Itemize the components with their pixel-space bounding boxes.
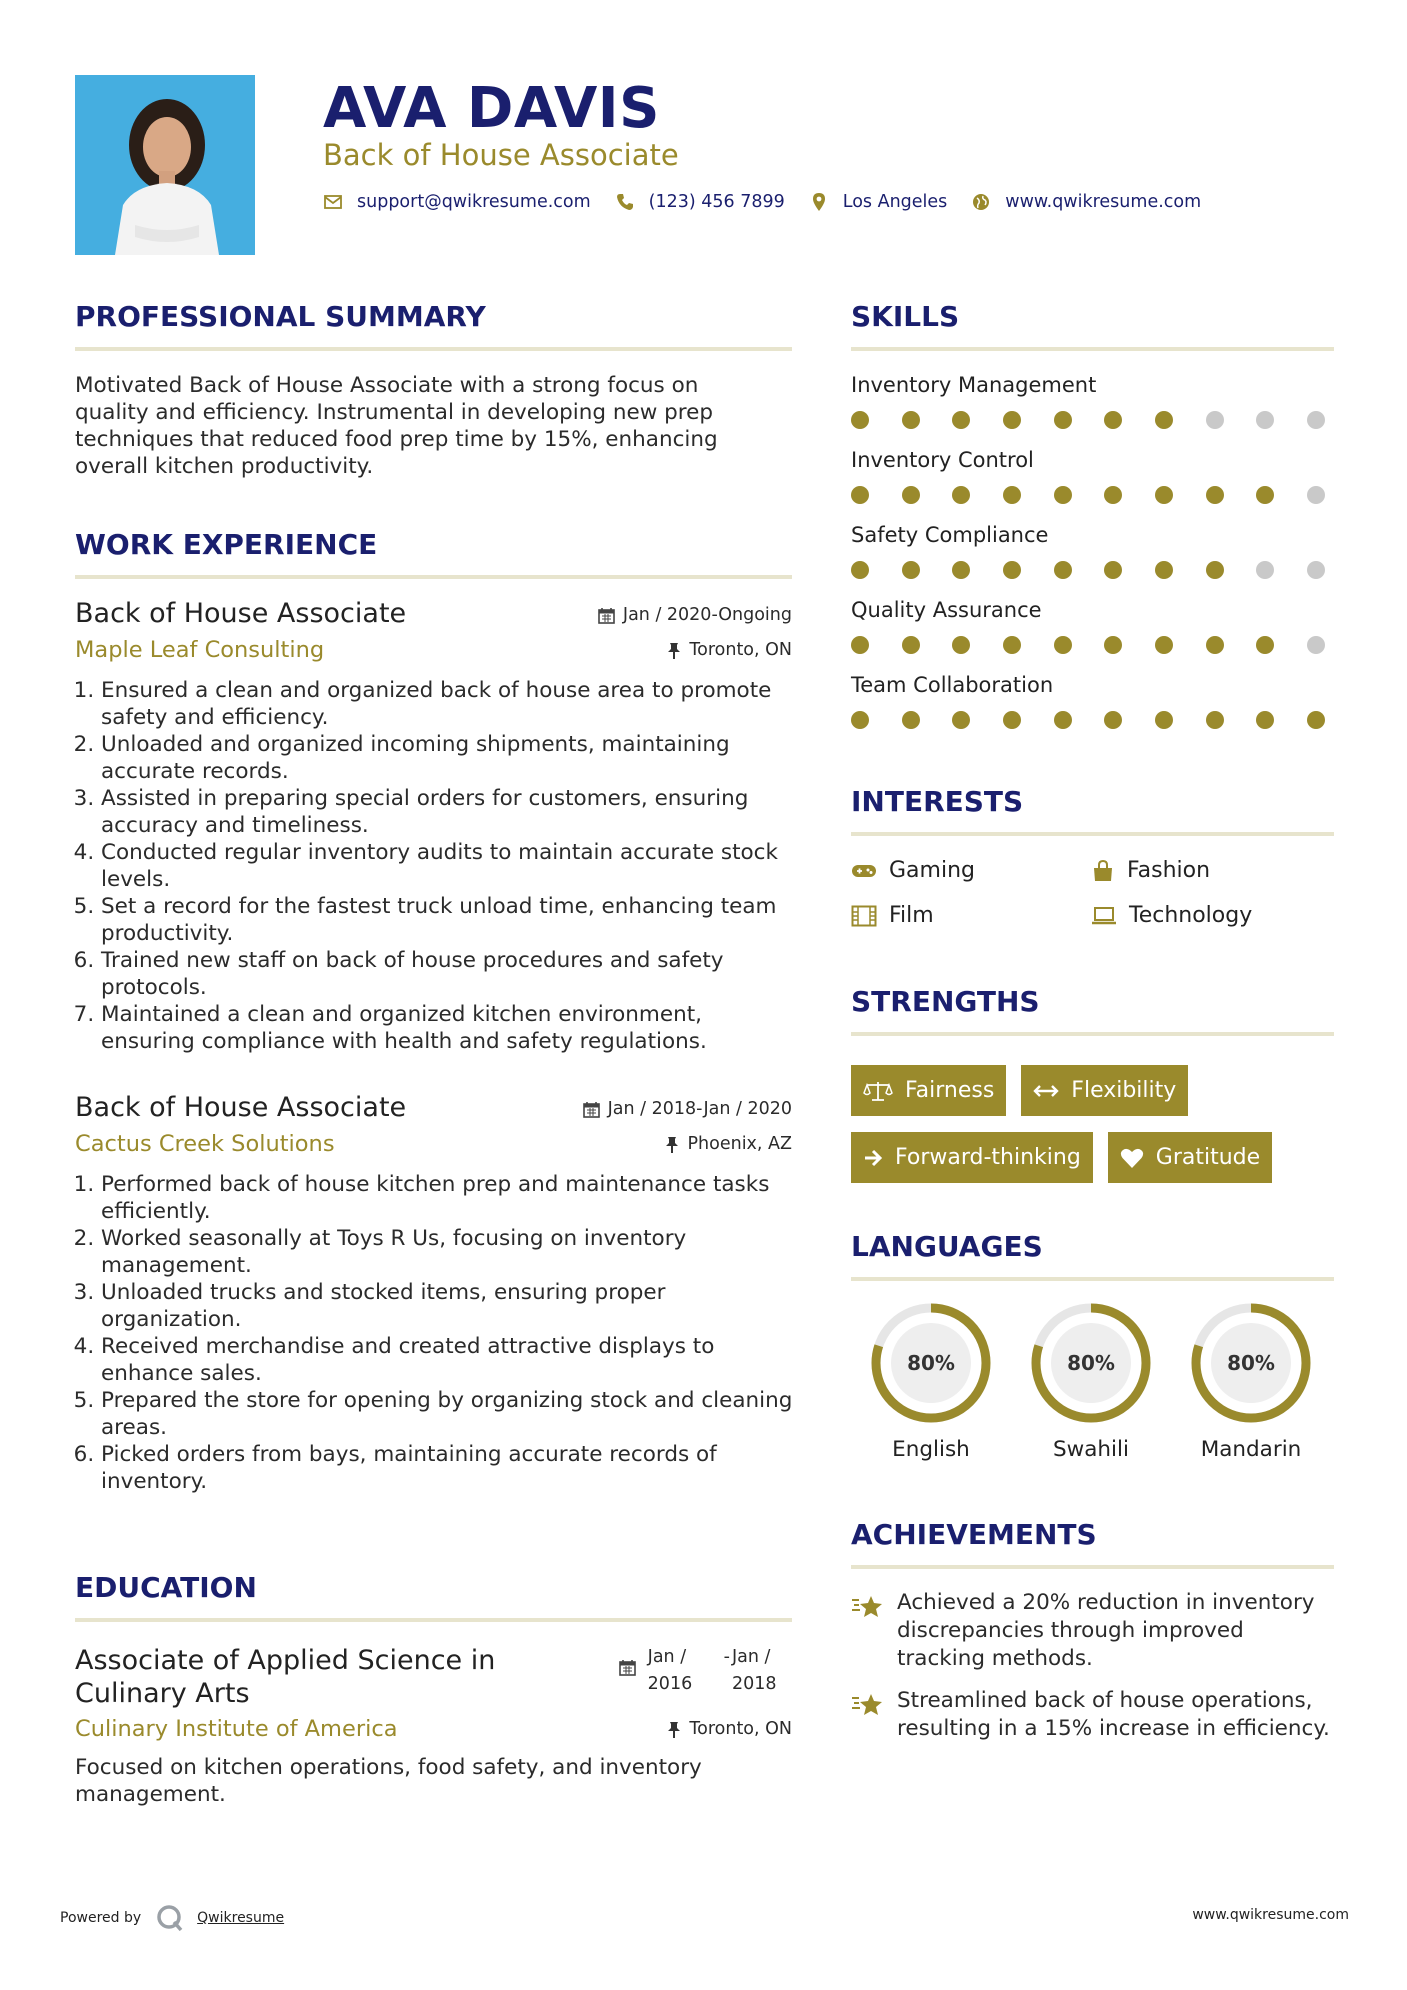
- language-name: Swahili: [1053, 1437, 1129, 1462]
- job-title: Back of House Associate: [75, 1092, 407, 1123]
- language-percent: 80%: [907, 1351, 955, 1375]
- portrait-image: [75, 75, 255, 255]
- duty-item: 6. Trained new staff on back of house procedures and safety protocols.: [101, 947, 801, 1001]
- rating-dot-filled: [1104, 561, 1122, 579]
- calendar-icon: [583, 1101, 600, 1118]
- rating-dot-filled: [1256, 486, 1274, 504]
- strength-label: Forward-thinking: [895, 1145, 1081, 1170]
- achievements-list: [851, 1589, 1334, 1743]
- rating-dot-filled: [1155, 561, 1173, 579]
- language-item: [851, 1301, 1011, 1462]
- school-name: Culinary Institute of America: [75, 1716, 398, 1742]
- job-location-text: Phoenix, AZ: [687, 1134, 792, 1154]
- strength-label: Fairness: [905, 1078, 995, 1103]
- skills-section: [851, 300, 1334, 748]
- language-ring: [1029, 1301, 1153, 1425]
- skill-row: [851, 373, 1334, 448]
- candidate-role: Back of House Associate: [323, 138, 679, 172]
- pushpin-icon: [667, 642, 681, 659]
- rating-dot-filled: [952, 561, 970, 579]
- rating-dot-filled: [1206, 486, 1224, 504]
- education-end: Jan / 2018: [732, 1647, 777, 1694]
- duty-item: 1. Performed back of house kitchen prep and maintenance tasks efficiently.: [101, 1171, 801, 1225]
- interest-item: [1091, 858, 1331, 883]
- summary-section: [75, 300, 792, 480]
- skill-rating: [851, 411, 1325, 429]
- pushpin-icon: [667, 1721, 681, 1738]
- arrow-right-icon: [863, 1149, 883, 1167]
- calendar-icon: [619, 1659, 636, 1676]
- envelope-icon: [323, 192, 343, 212]
- rating-dot-filled: [1155, 636, 1173, 654]
- rating-dot-filled: [952, 411, 970, 429]
- rating-dot-filled: [952, 636, 970, 654]
- language-ring: [869, 1301, 993, 1425]
- job-dates: [598, 605, 792, 625]
- interest-label: Gaming: [889, 858, 975, 883]
- shooting-star-icon: [851, 1593, 883, 1621]
- powered-by-label: Powered by: [60, 1910, 142, 1926]
- education-location-text: Toronto, ON: [689, 1719, 792, 1739]
- strength-tag: [851, 1132, 1093, 1183]
- interests-section: [851, 785, 1334, 928]
- laptop-icon: [1091, 906, 1117, 926]
- rating-dot-filled: [1206, 636, 1224, 654]
- gamepad-icon: [851, 862, 877, 880]
- duty-item: 2. Unloaded and organized incoming shipments, maintaining accurate records.: [101, 731, 801, 785]
- rating-dot-filled: [1104, 486, 1122, 504]
- experience-section: [75, 528, 792, 579]
- rating-dot-filled: [1155, 486, 1173, 504]
- film-icon: [851, 905, 877, 927]
- skill-name: Inventory Management: [851, 373, 1097, 397]
- rating-dot-filled: [851, 636, 869, 654]
- summary-divider: [75, 347, 792, 351]
- rating-dot-filled: [851, 561, 869, 579]
- rating-dot-filled: [902, 486, 920, 504]
- skills-heading: SKILLS: [851, 300, 960, 333]
- rating-dot-empty: [1256, 561, 1274, 579]
- duty-list: [75, 1171, 801, 1495]
- arrows-horizontal-icon: [1033, 1084, 1059, 1098]
- rating-dot-filled: [952, 711, 970, 729]
- candidate-name: AVA DAVIS: [323, 76, 660, 141]
- language-name: Mandarin: [1200, 1437, 1302, 1462]
- rating-dot-filled: [1003, 636, 1021, 654]
- contact-email[interactable]: support@qwikresume.com: [357, 192, 591, 212]
- achievements-divider: [851, 1565, 1334, 1569]
- language-percent: 80%: [1067, 1351, 1115, 1375]
- rating-dot-empty: [1307, 561, 1325, 579]
- interests-list: [851, 858, 1334, 928]
- strengths-divider: [851, 1032, 1334, 1036]
- map-marker-icon: [809, 192, 829, 212]
- rating-dot-filled: [1256, 711, 1274, 729]
- rating-dot-filled: [902, 711, 920, 729]
- job-entry: [75, 1092, 792, 1495]
- footer-brand: [60, 1903, 284, 1933]
- strength-tag: [851, 1065, 1006, 1116]
- qwikresume-link[interactable]: Qwikresume: [197, 1910, 285, 1926]
- skill-row: [851, 523, 1334, 598]
- contact-location: Los Angeles: [842, 192, 948, 212]
- rating-dot-filled: [1054, 561, 1072, 579]
- strength-label: Flexibility: [1071, 1078, 1177, 1103]
- education-section: [75, 1571, 792, 1808]
- interests-heading: INTERESTS: [851, 785, 1024, 818]
- interest-label: Fashion: [1127, 858, 1211, 883]
- contact-bar: [323, 192, 1225, 212]
- interest-item: [1091, 903, 1331, 928]
- skill-name: Quality Assurance: [851, 598, 1042, 622]
- skill-rating: [851, 711, 1325, 729]
- rating-dot-filled: [902, 411, 920, 429]
- achievement-item: [851, 1687, 1334, 1743]
- rating-dot-filled: [1003, 486, 1021, 504]
- shopping-bag-icon: [1091, 859, 1115, 883]
- rating-dot-empty: [1307, 636, 1325, 654]
- duty-item: 7. Maintained a clean and organized kitchen environment, ensuring compliance with health and safety regulations.: [101, 1001, 801, 1055]
- rating-dot-filled: [1003, 711, 1021, 729]
- rating-dot-filled: [952, 486, 970, 504]
- languages-list: [851, 1301, 1334, 1462]
- rating-dot-filled: [1155, 411, 1173, 429]
- summary-heading: PROFESSIONAL SUMMARY: [75, 300, 486, 333]
- phone-icon: [615, 192, 635, 212]
- achievements-section: [851, 1518, 1334, 1757]
- rating-dot-filled: [902, 636, 920, 654]
- balance-scale-icon: [863, 1080, 893, 1102]
- achievement-item: [851, 1589, 1334, 1673]
- interest-label: Technology: [1129, 903, 1253, 928]
- job-location: [665, 1134, 792, 1154]
- education-location: [667, 1719, 792, 1739]
- skill-rating: [851, 636, 1325, 654]
- strengths-heading: STRENGTHS: [851, 985, 1040, 1018]
- skill-row: [851, 598, 1334, 673]
- strengths-list: [851, 1065, 1334, 1183]
- language-percent: 80%: [1227, 1351, 1275, 1375]
- job-dates-text: Jan / 2020-Ongoing: [622, 605, 792, 625]
- rating-dot-filled: [902, 561, 920, 579]
- duty-item: 5. Prepared the store for opening by organizing stock and cleaning areas.: [101, 1387, 801, 1441]
- skill-rating: [851, 561, 1325, 579]
- job-location-text: Toronto, ON: [689, 640, 792, 660]
- education-description: Focused on kitchen operations, food safety, and inventory management.: [75, 1755, 702, 1807]
- duty-item: 4. Conducted regular inventory audits to maintain accurate stock levels.: [101, 839, 801, 893]
- profile-photo: [75, 75, 255, 255]
- duty-item: 3. Unloaded trucks and stocked items, ensuring proper organization.: [101, 1279, 801, 1333]
- skill-name: Safety Compliance: [851, 523, 1049, 547]
- shooting-star-icon: [851, 1691, 883, 1719]
- skill-row: [851, 448, 1334, 523]
- job-dates-text: Jan / 2018-Jan / 2020: [607, 1099, 792, 1119]
- language-ring: [1189, 1301, 1313, 1425]
- strength-tag: [1021, 1065, 1188, 1116]
- job-dates: [583, 1099, 792, 1119]
- job-title: Back of House Associate: [75, 598, 407, 629]
- education-dates: Jan / 2016 - Jan / 2018: [619, 1644, 792, 1710]
- interests-divider: [851, 832, 1334, 836]
- languages-heading: LANGUAGES: [851, 1230, 1043, 1263]
- experience-heading: WORK EXPERIENCE: [75, 528, 378, 561]
- contact-phone[interactable]: (123) 456 7899: [648, 192, 785, 212]
- duty-item: 1. Ensured a clean and organized back of house area to promote safety and efficiency.: [101, 677, 801, 731]
- duty-list: [75, 677, 801, 1055]
- rating-dot-empty: [1307, 411, 1325, 429]
- globe-icon: [971, 192, 991, 212]
- duty-item: 5. Set a record for the fastest truck unload time, enhancing team productivity.: [101, 893, 801, 947]
- degree-title: Associate of Applied Science in Culinary Arts: [75, 1645, 496, 1709]
- qwikresume-logo-icon: [155, 1903, 185, 1933]
- languages-divider: [851, 1277, 1334, 1281]
- education-divider: [75, 1618, 792, 1622]
- achievement-text: Achieved a 20% reduction in inventory discrepancies through improved tracking methods.: [897, 1590, 1315, 1671]
- strengths-section: [851, 985, 1334, 1183]
- rating-dot-filled: [1307, 711, 1325, 729]
- rating-dot-filled: [1104, 711, 1122, 729]
- heart-icon: [1120, 1147, 1144, 1169]
- language-item: [1171, 1301, 1331, 1462]
- rating-dot-empty: [1307, 486, 1325, 504]
- job-location: [667, 640, 792, 660]
- experience-divider: [75, 575, 792, 579]
- calendar-icon: [598, 607, 615, 624]
- rating-dot-filled: [1104, 411, 1122, 429]
- rating-dot-filled: [851, 411, 869, 429]
- strength-label: Gratitude: [1155, 1145, 1261, 1170]
- interest-item: [851, 903, 1091, 928]
- skills-divider: [851, 347, 1334, 351]
- duty-item: 4. Received merchandise and created attractive displays to enhance sales.: [101, 1333, 801, 1387]
- rating-dot-empty: [1256, 411, 1274, 429]
- rating-dot-filled: [1003, 561, 1021, 579]
- interest-item: [851, 858, 1091, 883]
- education-heading: EDUCATION: [75, 1571, 257, 1604]
- interest-label: Film: [889, 903, 934, 928]
- skill-name: Inventory Control: [851, 448, 1034, 472]
- achievements-heading: ACHIEVEMENTS: [851, 1518, 1097, 1551]
- company-name: Maple Leaf Consulting: [75, 637, 325, 663]
- skills-list: [851, 373, 1334, 748]
- rating-dot-filled: [851, 711, 869, 729]
- achievement-text: Streamlined back of house operations, resulting in a 15% increase in efficiency.: [897, 1688, 1330, 1741]
- rating-dot-empty: [1206, 411, 1224, 429]
- strength-tag: [1108, 1132, 1272, 1183]
- footer-url[interactable]: www.qwikresume.com: [1192, 1907, 1349, 1923]
- rating-dot-filled: [1256, 636, 1274, 654]
- rating-dot-filled: [1054, 411, 1072, 429]
- duty-item: 2. Worked seasonally at Toys R Us, focusing on inventory management.: [101, 1225, 801, 1279]
- education-start: Jan / 2016: [647, 1647, 693, 1694]
- rating-dot-filled: [1206, 711, 1224, 729]
- job-entry: [75, 598, 792, 1055]
- duty-item: 6. Picked orders from bays, maintaining accurate records of inventory.: [101, 1441, 801, 1495]
- duty-item: 3. Assisted in preparing special orders for customers, ensuring accuracy and timeliness.: [101, 785, 801, 839]
- summary-text: Motivated Back of House Associate with a strong focus on quality and efficiency. Instrumental in developing new prep techniques that reduced food prep time by 15%, enhancing overall kitchen productivity.: [75, 373, 718, 479]
- rating-dot-filled: [1206, 561, 1224, 579]
- skill-rating: [851, 486, 1325, 504]
- rating-dot-filled: [1054, 711, 1072, 729]
- rating-dot-filled: [1054, 636, 1072, 654]
- rating-dot-filled: [1054, 486, 1072, 504]
- pushpin-icon: [665, 1136, 679, 1153]
- languages-section: [851, 1230, 1334, 1462]
- contact-website[interactable]: www.qwikresume.com: [1005, 192, 1202, 212]
- skill-name: Team Collaboration: [851, 673, 1054, 697]
- language-item: [1011, 1301, 1171, 1462]
- company-name: Cactus Creek Solutions: [75, 1131, 335, 1157]
- rating-dot-filled: [1003, 411, 1021, 429]
- rating-dot-filled: [851, 486, 869, 504]
- rating-dot-filled: [1155, 711, 1173, 729]
- skill-row: [851, 673, 1334, 748]
- rating-dot-filled: [1104, 636, 1122, 654]
- language-name: English: [892, 1437, 970, 1462]
